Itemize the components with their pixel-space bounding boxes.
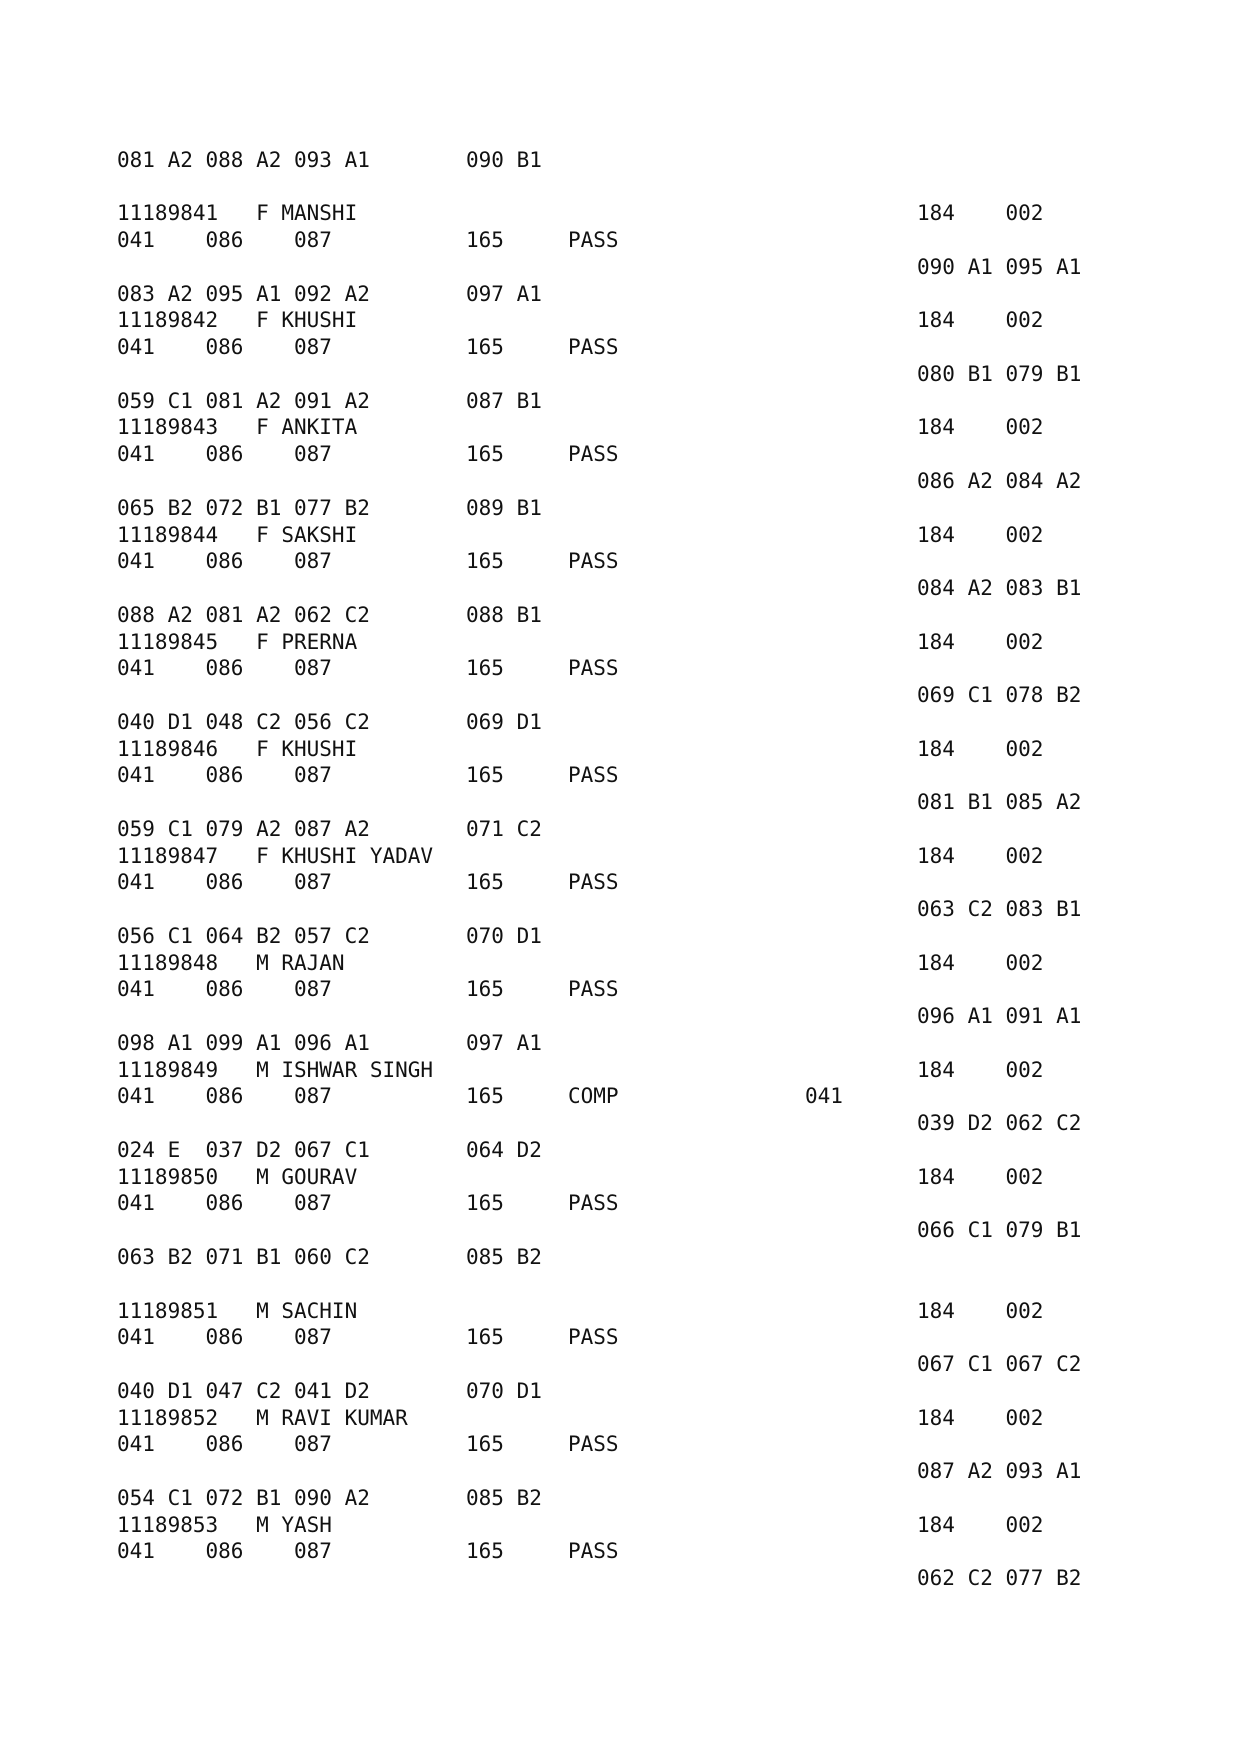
result-status: PASS [568,228,619,252]
subject-codes: 041 086 087 [117,1325,332,1349]
subject-codes-right: 184 002 [917,523,1044,547]
subject-code-extra: 165 [466,335,504,359]
marks-line-extra: 089 B1 [466,496,542,520]
result-status: PASS [568,549,619,573]
student-roll-name: 11189842 F KHUSHI [117,308,358,332]
result-status: PASS [568,763,619,787]
result-status: PASS [568,1539,619,1563]
result-status: PASS [568,656,619,680]
subject-code-extra: 165 [466,1432,504,1456]
marks-line-extra: 064 D2 [466,1138,542,1162]
subject-code-extra: 165 [466,1191,504,1215]
marks-line-extra: 088 B1 [466,603,542,627]
marks-line: 081 A2 088 A2 093 A1 [117,148,370,172]
marks-line: 065 B2 072 B1 077 B2 [117,496,370,520]
marks-line-extra: 085 B2 [466,1486,542,1510]
marks-right: 066 C1 079 B1 [917,1218,1082,1242]
subject-codes: 041 086 087 [117,335,332,359]
marks-right: 063 C2 083 B1 [917,897,1082,921]
subject-code-extra: 165 [466,977,504,1001]
marks-right: 087 A2 093 A1 [917,1459,1082,1483]
result-status: PASS [568,442,619,466]
subject-code-extra: 165 [466,1084,504,1108]
student-roll-name: 11189844 F SAKSHI [117,523,358,547]
marks-right: 090 A1 095 A1 [917,255,1082,279]
marks-line-extra: 070 D1 [466,1379,542,1403]
marks-right: 096 A1 091 A1 [917,1004,1082,1028]
marks-right: 086 A2 084 A2 [917,469,1082,493]
student-roll-name: 11189848 M RAJAN [117,951,345,975]
marks-line-extra: 069 D1 [466,710,542,734]
result-status: PASS [568,1191,619,1215]
subject-codes-right: 184 002 [917,1299,1044,1323]
subject-codes: 041 086 087 [117,870,332,894]
subject-code-extra: 165 [466,656,504,680]
marks-line: 059 C1 081 A2 091 A2 [117,389,370,413]
subject-codes: 041 086 087 [117,763,332,787]
student-roll-name: 11189843 F ANKITA [117,415,358,439]
marks-line: 056 C1 064 B2 057 C2 [117,924,370,948]
marks-line: 063 B2 071 B1 060 C2 [117,1245,370,1269]
subject-code-extra: 165 [466,1325,504,1349]
student-roll-name: 11189845 F PRERNA [117,630,358,654]
result-status: PASS [568,335,619,359]
subject-codes: 041 086 087 [117,228,332,252]
student-roll-name: 11189846 F KHUSHI [117,737,358,761]
student-roll-name: 11189853 M YASH [117,1513,332,1537]
marks-line: 098 A1 099 A1 096 A1 [117,1031,370,1055]
student-roll-name: 11189847 F KHUSHI YADAV [117,844,434,868]
marks-line-extra: 090 B1 [466,148,542,172]
subject-codes: 041 086 087 [117,442,332,466]
student-roll-name: 11189841 F MANSHI [117,201,358,225]
marks-right: 084 A2 083 B1 [917,576,1082,600]
result-status: COMP [568,1084,619,1108]
marks-line-extra: 097 A1 [466,1031,542,1055]
marks-line: 083 A2 095 A1 092 A2 [117,282,370,306]
result-status: PASS [568,870,619,894]
subject-codes-right: 184 002 [917,630,1044,654]
subject-codes-right: 184 002 [917,844,1044,868]
subject-codes-right: 184 002 [917,951,1044,975]
subject-codes: 041 086 087 [117,1084,332,1108]
marks-line-extra: 087 B1 [466,389,542,413]
result-status: PASS [568,1325,619,1349]
subject-codes-right: 184 002 [917,308,1044,332]
marks-line: 054 C1 072 B1 090 A2 [117,1486,370,1510]
result-status: PASS [568,1432,619,1456]
marks-right: 069 C1 078 B2 [917,683,1082,707]
subject-codes: 041 086 087 [117,977,332,1001]
subject-code-extra: 165 [466,763,504,787]
subject-codes: 041 086 087 [117,1191,332,1215]
subject-codes: 041 086 087 [117,1539,332,1563]
marks-line: 040 D1 048 C2 056 C2 [117,710,370,734]
subject-code-extra: 165 [466,870,504,894]
subject-code-extra: 165 [466,1539,504,1563]
subject-codes-right: 184 002 [917,415,1044,439]
marks-line: 088 A2 081 A2 062 C2 [117,603,370,627]
subject-codes-right: 184 002 [917,1058,1044,1082]
marks-line: 040 D1 047 C2 041 D2 [117,1379,370,1403]
marks-line-extra: 097 A1 [466,282,542,306]
compartment-subject: 041 [805,1084,843,1108]
subject-codes-right: 184 002 [917,1165,1044,1189]
subject-code-extra: 165 [466,549,504,573]
subject-codes: 041 086 087 [117,1432,332,1456]
student-roll-name: 11189849 M ISHWAR SINGH [117,1058,434,1082]
marks-right: 081 B1 085 A2 [917,790,1082,814]
marks-line-extra: 085 B2 [466,1245,542,1269]
subject-codes: 041 086 087 [117,549,332,573]
marks-line-extra: 070 D1 [466,924,542,948]
subject-codes-right: 184 002 [917,201,1044,225]
student-roll-name: 11189852 M RAVI KUMAR [117,1406,408,1430]
subject-code-extra: 165 [466,442,504,466]
subject-codes: 041 086 087 [117,656,332,680]
marks-line: 024 E 037 D2 067 C1 [117,1138,370,1162]
subject-code-extra: 165 [466,228,504,252]
marks-line: 059 C1 079 A2 087 A2 [117,817,370,841]
marks-line-extra: 071 C2 [466,817,542,841]
marks-right: 080 B1 079 B1 [917,362,1082,386]
subject-codes-right: 184 002 [917,1513,1044,1537]
student-roll-name: 11189851 M SACHIN [117,1299,358,1323]
marks-right: 067 C1 067 C2 [917,1352,1082,1376]
subject-codes-right: 184 002 [917,737,1044,761]
subject-codes-right: 184 002 [917,1406,1044,1430]
marks-right: 062 C2 077 B2 [917,1566,1082,1590]
result-status: PASS [568,977,619,1001]
student-roll-name: 11189850 M GOURAV [117,1165,358,1189]
marks-right: 039 D2 062 C2 [917,1111,1082,1135]
